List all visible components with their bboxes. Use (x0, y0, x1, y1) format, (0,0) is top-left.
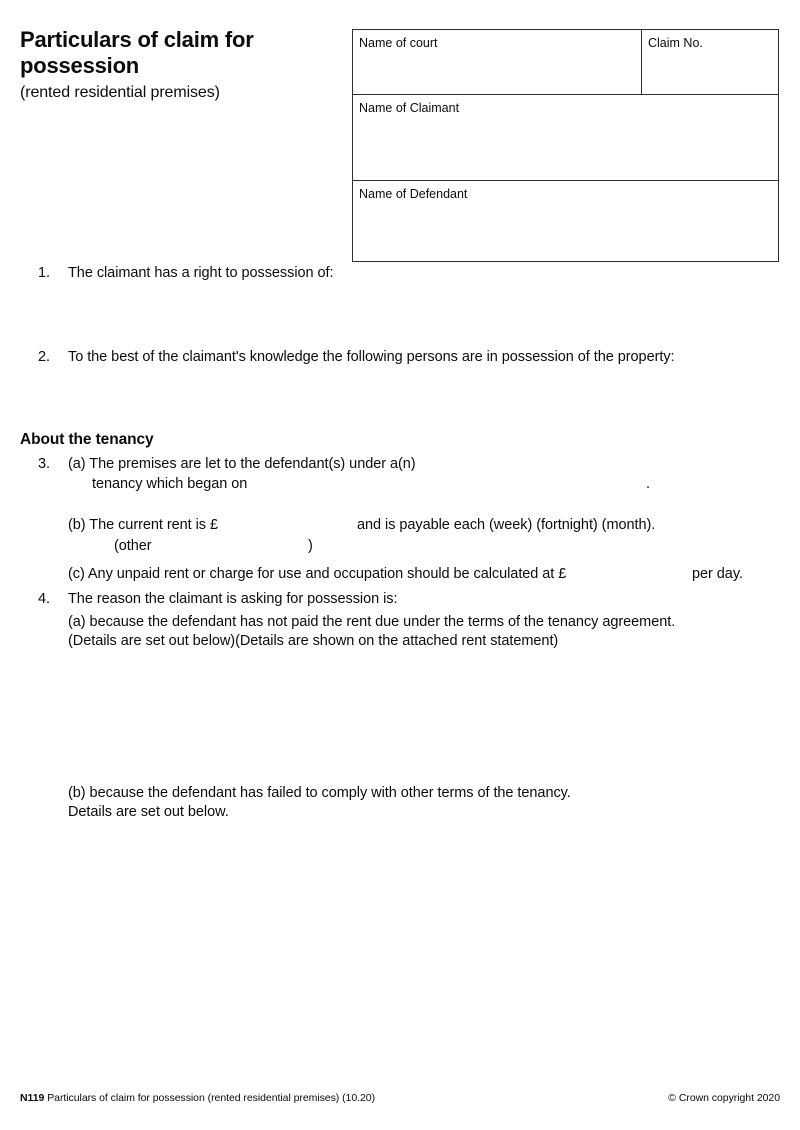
item-3-number-wrap (38, 455, 50, 474)
item-4-number: 4. (38, 591, 50, 607)
name-of-court-label: Name of court (359, 36, 438, 50)
item-3a-line1 (68, 455, 416, 474)
court-claim-box (352, 29, 779, 95)
item-4b-line1: (b) because the defendant has failed to comply with other terms of the tenancy. (68, 785, 571, 801)
footer-copyright: © Crown copyright 2020 (668, 1092, 780, 1104)
name-of-claimant-field[interactable] (353, 95, 778, 180)
page-title (20, 27, 340, 79)
item-1-answer[interactable] (68, 288, 778, 334)
claim-no-label: Claim No. (648, 36, 703, 50)
item-4b-details-input[interactable] (68, 826, 778, 1066)
item-4a-line2: (Details are set out below)(Details are shown on the attached rent statement) (68, 633, 559, 649)
item-3a-line2 (92, 475, 247, 494)
name-of-court-field[interactable] (353, 30, 642, 94)
name-of-defendant-field[interactable] (353, 181, 778, 261)
item-2 (38, 348, 788, 367)
item-2-text: To the best of the claimant's knowledge the following persons are in possession of the property: (68, 349, 675, 365)
footer-form-code: N119 (20, 1092, 45, 1104)
item-3c-prefix: (c) Any unpaid rent or charge for use and occupation should be calculated at £ (68, 566, 567, 582)
defendant-box[interactable] (352, 181, 779, 262)
item-2-answer[interactable] (68, 372, 778, 416)
header-boxes (352, 29, 779, 262)
item-3b-other-close: ) (308, 538, 313, 554)
item-3a-text: (a) The premises are let to the defendant(s) under a(n) (68, 456, 416, 472)
title-block (20, 27, 340, 103)
item-4a-line1: (a) because the defendant has not paid the rent due under the terms of the tenancy agreement. (68, 614, 676, 630)
item-3a-period: . (646, 476, 650, 492)
item-3b-other-label: (other (114, 538, 152, 554)
item-3-number: 3. (38, 456, 50, 472)
item-3b-suffix: and is payable each (week) (fortnight) (month). (357, 517, 656, 533)
item-2-number: 2. (38, 349, 50, 365)
item-1-number: 1. (38, 265, 50, 281)
claimant-box[interactable] (352, 95, 779, 181)
footer-description: Particulars of claim for possession (rented residential premises) (10.20) (47, 1092, 376, 1104)
item-1 (38, 264, 778, 283)
item-4 (38, 590, 778, 609)
page-title-line1: Particulars of claim for (20, 27, 254, 52)
footer-left (20, 1092, 375, 1105)
item-3a-began-label: tenancy which began on (92, 476, 248, 492)
about-the-tenancy-heading: About the tenancy (20, 431, 154, 448)
item-4a-details-input[interactable] (68, 656, 778, 776)
item-4b-line2: Details are set out below. (68, 804, 229, 820)
item-3c-suffix: per day. (692, 566, 743, 582)
item-3b-prefix: (b) The current rent is £ (68, 517, 218, 533)
page-footer (20, 1092, 780, 1105)
item-4-text: The reason the claimant is asking for possession is: (68, 591, 398, 607)
item-1-text: The claimant has a right to possession of: (68, 265, 334, 281)
name-of-claimant-label: Name of Claimant (359, 101, 460, 115)
page-title-line2: possession (20, 53, 140, 78)
page-subtitle: (rented residential premises) (20, 84, 220, 101)
claim-no-field[interactable] (642, 30, 778, 94)
name-of-defendant-label: Name of Defendant (359, 187, 468, 201)
